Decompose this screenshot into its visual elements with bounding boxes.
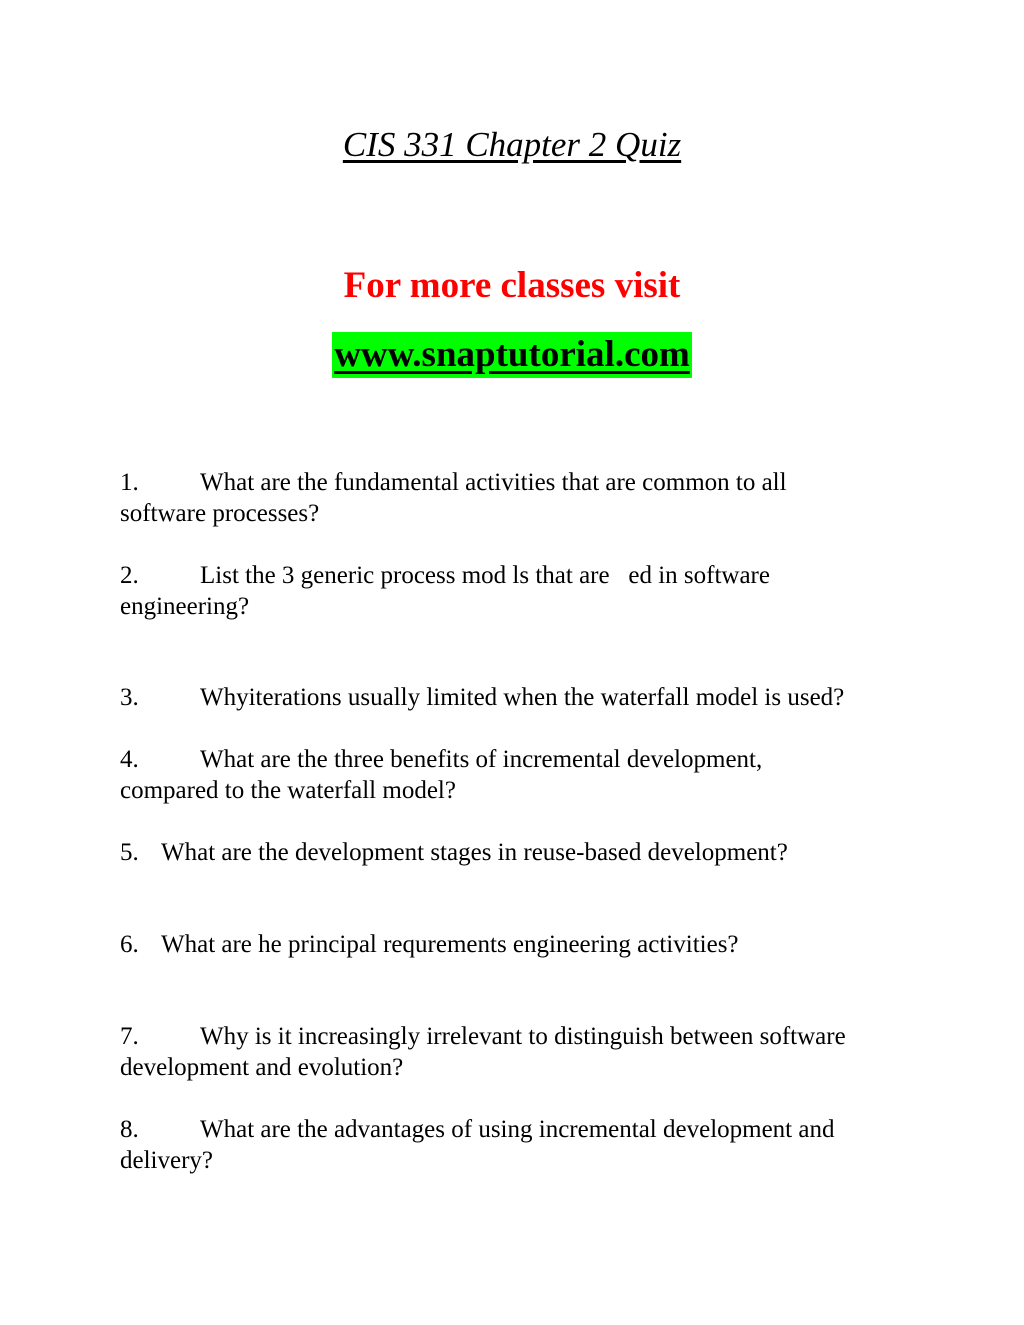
- question-text: What are he principal requrements engineering activities?: [161, 931, 739, 958]
- question-number: 2.: [120, 562, 139, 589]
- question-text: Why is it increasingly irrelevant to distinguish between software: [200, 1023, 846, 1050]
- question-text-continued: delivery?: [120, 1147, 214, 1174]
- question-text: List the 3 generic process mod ls that are ed in software: [200, 562, 770, 589]
- link-container: [0, 332, 1024, 378]
- question-item: [120, 560, 910, 622]
- website-link[interactable]: www.snaptutorial.com: [332, 332, 692, 378]
- question-text: Whyiterations usually limited when the waterfall model is used?: [200, 684, 845, 711]
- question-number: 5.: [120, 839, 139, 866]
- question-item: [120, 1114, 910, 1176]
- question-text: What are the advantages of using incremental development and: [200, 1116, 835, 1143]
- question-item: [120, 929, 910, 960]
- question-text: What are the three benefits of incremental development,: [200, 746, 763, 773]
- question-number: 4.: [120, 746, 139, 773]
- question-text-continued: compared to the waterfall model?: [120, 777, 456, 804]
- question-item: [120, 744, 910, 806]
- question-number: 1.: [120, 469, 139, 496]
- question-number: 6.: [120, 931, 139, 958]
- question-number: 8.: [120, 1116, 139, 1143]
- question-text-continued: software processes?: [120, 500, 320, 527]
- promo-text: For more classes visit: [343, 265, 681, 306]
- question-text: What are the development stages in reuse-based development?: [161, 839, 788, 866]
- question-text-continued: engineering?: [120, 593, 250, 620]
- question-number: 3.: [120, 684, 139, 711]
- page-title: CIS 331 Chapter 2 Quiz: [342, 125, 682, 164]
- question-number: 7.: [120, 1023, 139, 1050]
- question-item: [120, 682, 910, 713]
- question-item: [120, 467, 910, 529]
- question-item: [120, 837, 910, 868]
- question-text-continued: development and evolution?: [120, 1054, 404, 1081]
- question-item: [120, 1021, 910, 1083]
- question-text: What are the fundamental activities that are common to all: [200, 469, 787, 496]
